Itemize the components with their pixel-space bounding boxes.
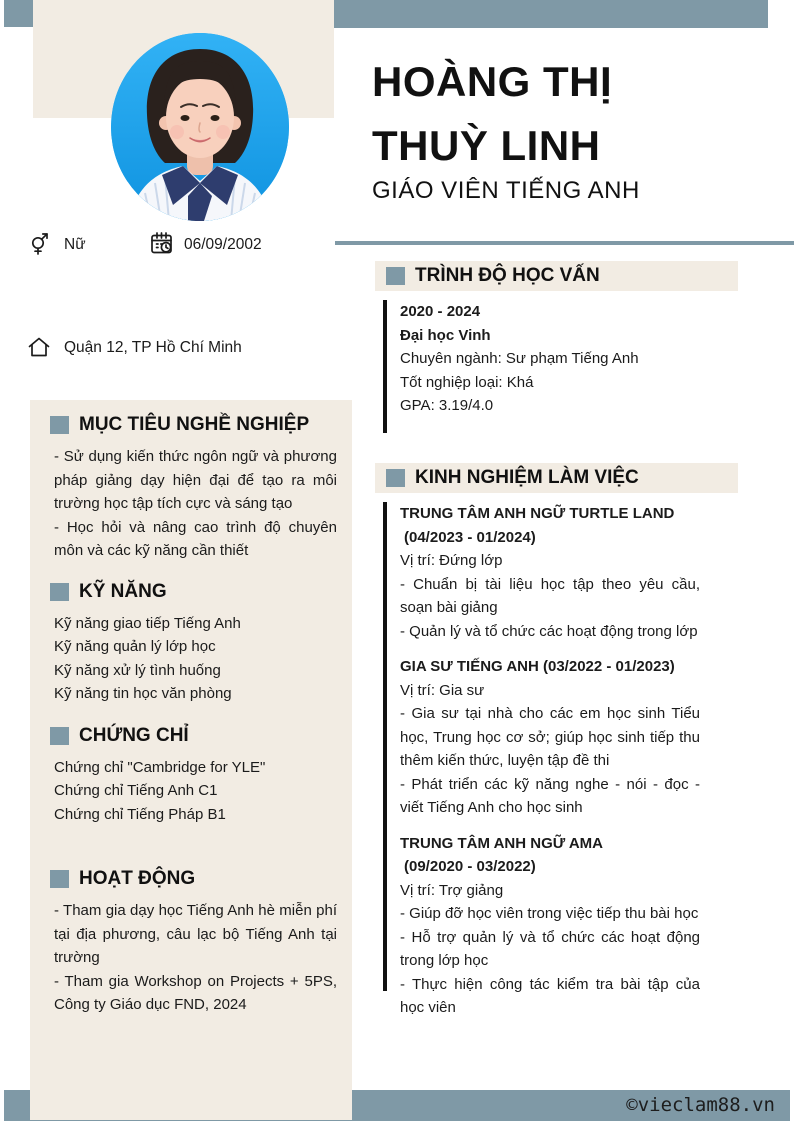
gender-value: Nữ [64,236,86,253]
candidate-name-line1: HOÀNG THỊ [372,58,613,105]
experience-entry [400,502,700,643]
section-activities-header [50,868,337,890]
job-bullet: - Hỗ trợ quản lý và tổ chức các hoạt động trong lớp học [400,928,700,969]
section-objective-header [50,414,337,436]
section-activities-title: HOẠT ĐỘNG [79,868,196,889]
education-entry [400,300,700,418]
square-bullet-icon [50,416,69,434]
skill-item: Kỹ năng quản lý lớp học [54,638,216,655]
profile-photo [111,33,289,221]
gender-icon [28,231,54,257]
section-certificates-title: CHỨNG CHỈ [79,724,189,746]
corner-accent-square [4,0,33,27]
job-period: (09/2020 - 03/2022) [404,858,536,875]
section-skills-header [50,581,337,603]
home-icon [26,334,52,360]
education-timeline-bar [383,300,387,433]
education-detail: GPA: 3.19/4.0 [400,397,494,414]
certificate-item: Chứng chỉ "Cambridge for YLE" [54,758,266,776]
activity-bullet: - Tham gia Workshop on Projects + 5PS, Công ty Giáo dục FND, 2024 [54,972,337,1013]
profile-photo-illustration [111,33,289,221]
job-bullet: - Gia sư tại nhà cho các em học sinh Tiểu học, Trung học cơ sở; giúp học sinh tiếp thu thêm kiến thức, luyện tập đề thi [400,705,700,769]
job-name: TRUNG TÂM ANH NGỮ TURTLE LAND [400,505,675,522]
section-objective-title: MỤC TIÊU NGHỀ NGHIỆP [79,414,310,435]
objective-bullet: - Sử dụng kiến thức ngôn ngữ và phương pháp giảng dạy hiện đại để tạo ra môi trường học tập tích cực và sáng tạo [54,448,337,512]
top-accent-bar [334,0,768,28]
education-detail: Chuyên ngành: Sư phạm Tiếng Anh [400,350,639,367]
candidate-job-title: GIÁO VIÊN TIẾNG ANH [372,177,640,204]
square-bullet-icon [50,583,69,601]
experience-timeline-bar [383,502,387,991]
experience-entry [400,655,700,820]
job-name: GIA SƯ TIẾNG ANH (03/2022 - 01/2023) [400,658,675,675]
square-bullet-icon [386,267,405,285]
job-bullet: - Phát triển các kỹ năng nghe - nói - đọc - viết Tiếng Anh cho học sinh [400,775,700,816]
job-position: Vị trí: Đứng lớp [400,552,503,569]
birth-date-value: 06/09/2002 [184,236,262,253]
section-skills-title: KỸ NĂNG [79,580,167,602]
certificate-item: Chứng chỉ Tiếng Anh C1 [54,782,218,799]
certificate-item: Chứng chỉ Tiếng Pháp B1 [54,805,226,823]
square-bullet-icon [50,727,69,745]
square-bullet-icon [386,469,405,487]
section-education-header [375,261,738,291]
job-bullet: - Quản lý và tổ chức các hoạt động trong lớp [400,622,698,640]
square-bullet-icon [50,870,69,888]
section-education-title: TRÌNH ĐỘ HỌC VẤN [415,265,600,286]
job-bullet: - Thực hiện công tác kiểm tra bài tập của học viên [400,975,700,1016]
job-bullet: - Giúp đỡ học viên trong việc tiếp thu bài học [400,905,699,922]
calendar-icon [148,230,175,257]
education-period: 2020 - 2024 [400,303,481,320]
job-period: (04/2023 - 01/2024) [404,528,536,546]
name-block [372,50,772,206]
job-position: Vị trí: Gia sư [400,681,485,699]
skill-item: Kỹ năng tin học văn phòng [54,685,232,702]
skill-item: Kỹ năng xử lý tình huống [54,661,221,679]
experience-list [400,502,700,1020]
address-value: Quận 12, TP Hồ Chí Minh [64,339,242,356]
section-experience-header [375,463,738,493]
candidate-name-line2: THUỲ LINH [372,122,601,169]
experience-entry [400,832,700,1020]
objective-bullet: - Học hỏi và nâng cao trình độ chuyên môn và các kỹ năng cần thiết [54,518,337,559]
job-name: TRUNG TÂM ANH NGỮ AMA [400,834,603,852]
job-position: Vị trí: Trợ giảng [400,881,504,899]
left-sidebar-panel [30,400,352,1120]
activity-bullet: - Tham gia dạy học Tiếng Anh hè miễn phí tại địa phương, câu lạc bộ Tiếng Anh tại trường [54,902,337,966]
education-detail: Tốt nghiệp loại: Khá [400,373,534,391]
header-divider-line [335,241,794,245]
section-certificates-header [50,725,337,747]
job-bullet: - Chuẩn bị tài liệu học tập theo yêu cầu, soạn bài giảng [400,575,700,616]
watermark-text: ©vieclam88.vn [626,1094,775,1116]
section-experience-title: KINH NGHIỆM LÀM VIỆC [415,467,639,488]
skill-item: Kỹ năng giao tiếp Tiếng Anh [54,614,241,632]
education-school: Đại học Vinh [400,326,491,344]
